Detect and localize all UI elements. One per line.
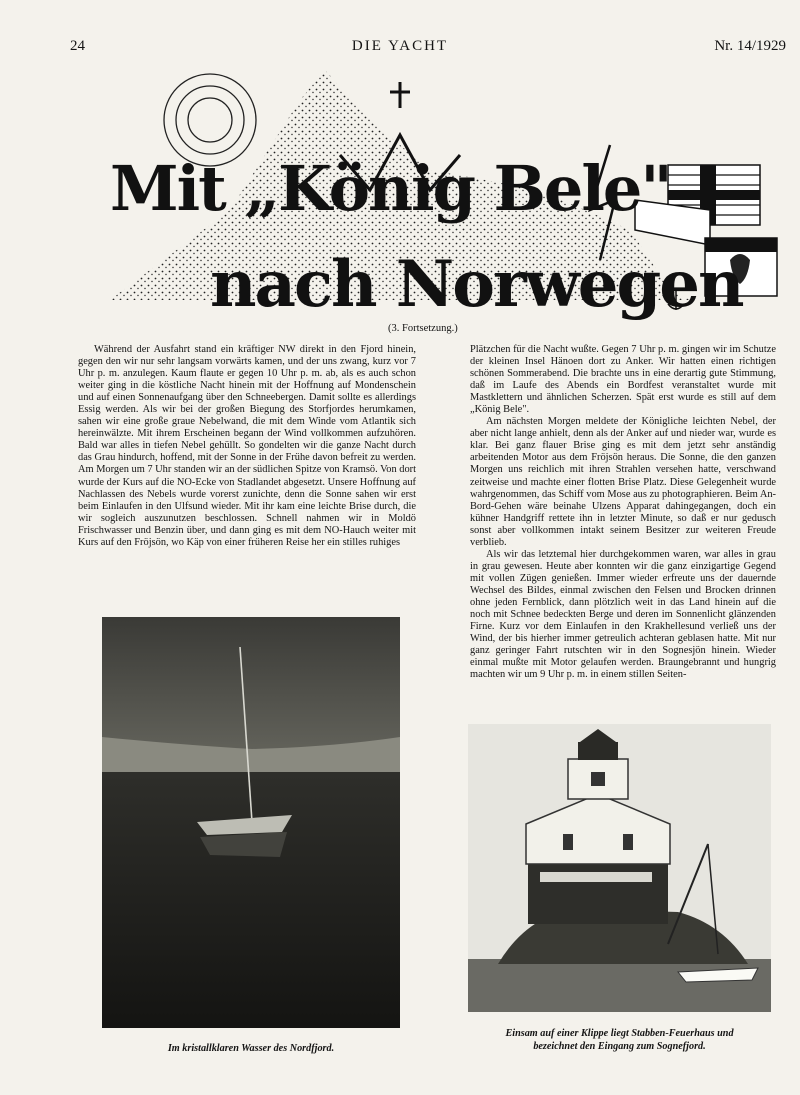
title-line2: nach Norwegen <box>210 247 743 322</box>
lighthouse-photo <box>468 724 771 1012</box>
magazine-title: DIE YACHT <box>351 38 449 54</box>
right-caption-line-1: Einsam auf einer Klippe liegt Stabben-Feuerhaus und <box>505 1028 734 1039</box>
paragraph: Am nächsten Morgen meldete der Königliche leichten Nebel, der aber nicht lange anhielt, denn als der Anker auf und nieder war, wurde es klar. Bei ganz flauer Brise ging es mit dem jetzt sehr anständig arbeitenden Motor aus dem Fröjsön heraus. Die Sonne, die den ganzen Morgen uns reichlich mit ihren Strahlen versehen hatte, verschwand zeitweise und machte einer flotten Brise Platz. Diese Gelegenheit wurde wahrgenommen, das Schiff vom Mose aus zu photographieren. Beim An-Bord-Gehen wäre beinahe Ulzens Apparat dahingegangen, doch ein kühner Handgriff rettete ihn in letzter Minute, so daß er nur gedusch sonst aber vollkommen intakt seinem Besitzer zur weiteren Freude verblieb. <box>470 416 776 548</box>
paragraph: Plätzchen für die Nacht wußte. Gegen 7 Uhr p. m. gingen wir im Schutze der kleinen Insel Hänoen dort zu Anker. Wir hatten einen richtigen schönen Sommerabend. Die brachte uns in eine derartig gute Stimmung, daß im Laufe des Abends ein Bordfest veranstaltet wurde mit Mastklettern und ähnlichen Scherzen. Spät erst wurde es still auf dem „König Bele". <box>470 344 776 416</box>
right-column <box>470 344 776 681</box>
left-caption: Im kristallklaren Wasser des Nordfjord. <box>167 1043 335 1054</box>
subtitle: (3. Fortsetzung.) <box>388 323 458 334</box>
paragraph: Während der Ausfahrt stand ein kräftiger NW direkt in den Fjord hinein, gegen den wir nur sehr langsam vorwärts kamen, und der uns zwang, kurz vor 7 Uhr p. m. anzulegen. Kaum flaute er gegen 10 Uhr p. m. ab, als es auch schon weiter ging in die köstliche Nacht hinein mit der Hoffnung auf Mondenschein und auf einen Sonnenaufgang über den Schneebergen. Damit sollte es allerdings Essig werden. Als wir bei der großen Biegung des Storfjordes herumkamen, sahen wir eine große graue Nebelwand, die mit dem Winde vom Atlantik sich hereinwälzte. Mit ihrem Erscheinen begann der Wind vollkommen aufzuhören. Bald war alles in tiefen Nebel gehüllt. So gondelten wir die ganze Nacht durch das Grau hindurch, hoffend, mit der Sonne in der Frühe davon befreit zu werden. Am Morgen um 7 Uhr standen wir an der südlichen Spitze von Kramsö. Von dort wurde der Kurs auf die NO-Ecke von Stadlandet abgesetzt. Unsere Hoffnung auf Nachlassen des Nebels wurde vorerst zunichte, denn die Sonne sahen wir erst beim Einlaufen in den Ulfsund wieder. Mit ihr kam eine leichte Brise durch, die wir sogleich auszunutzen beschlossen. Schnell nahmen wir in Moldö Frischwasser und Benzin über, und dann ging es mit dem NO-Hauch weiter mit Kurs auf den Fröjsön, wo Käp von einer früheren Reise her ein stilles ruhiges <box>78 344 416 548</box>
left-column <box>78 344 416 549</box>
right-caption-line-2: bezeichnet den Eingang zum Sognefjord. <box>533 1041 706 1052</box>
issue-number: Nr. 14/1929 <box>714 38 786 54</box>
sailboat-photo <box>102 617 400 1028</box>
page-number: 24 <box>70 38 85 54</box>
title-illustration <box>70 60 790 325</box>
title-line1: Mit „König Bele" <box>110 152 671 225</box>
paragraph: Als wir das letztemal hier durchgekommen waren, war alles in grau in grau gewesen. Heute aber konnten wir die ganz einzigartige Gegend mit vollen Zügen genießen. Immer wieder erfreute uns der dauernde Wechsel des Bildes, einmal zwischen den Felsen und Brocken drinnen ohne jeden Fernblick, dann plötzlich weit in das Land hinein auf die noch mit Schnee bedeckten Berge und deren im Sonnenlicht glänzenden Firne. Kurz vor dem Einlaufen in den Krakhellesund verließ uns der Wind, der bis hierher immer getreulich achteran geblasen hatte. Mit nur ganz geringer Fahrt rutschten wir in den Sognesjön hinein. Wieder einmal mußte mit Motor gelaufen werden. Braungebrannt und hungrig machten wir um 9 Uhr p. m. in einem stillen Seiten- <box>470 548 776 681</box>
